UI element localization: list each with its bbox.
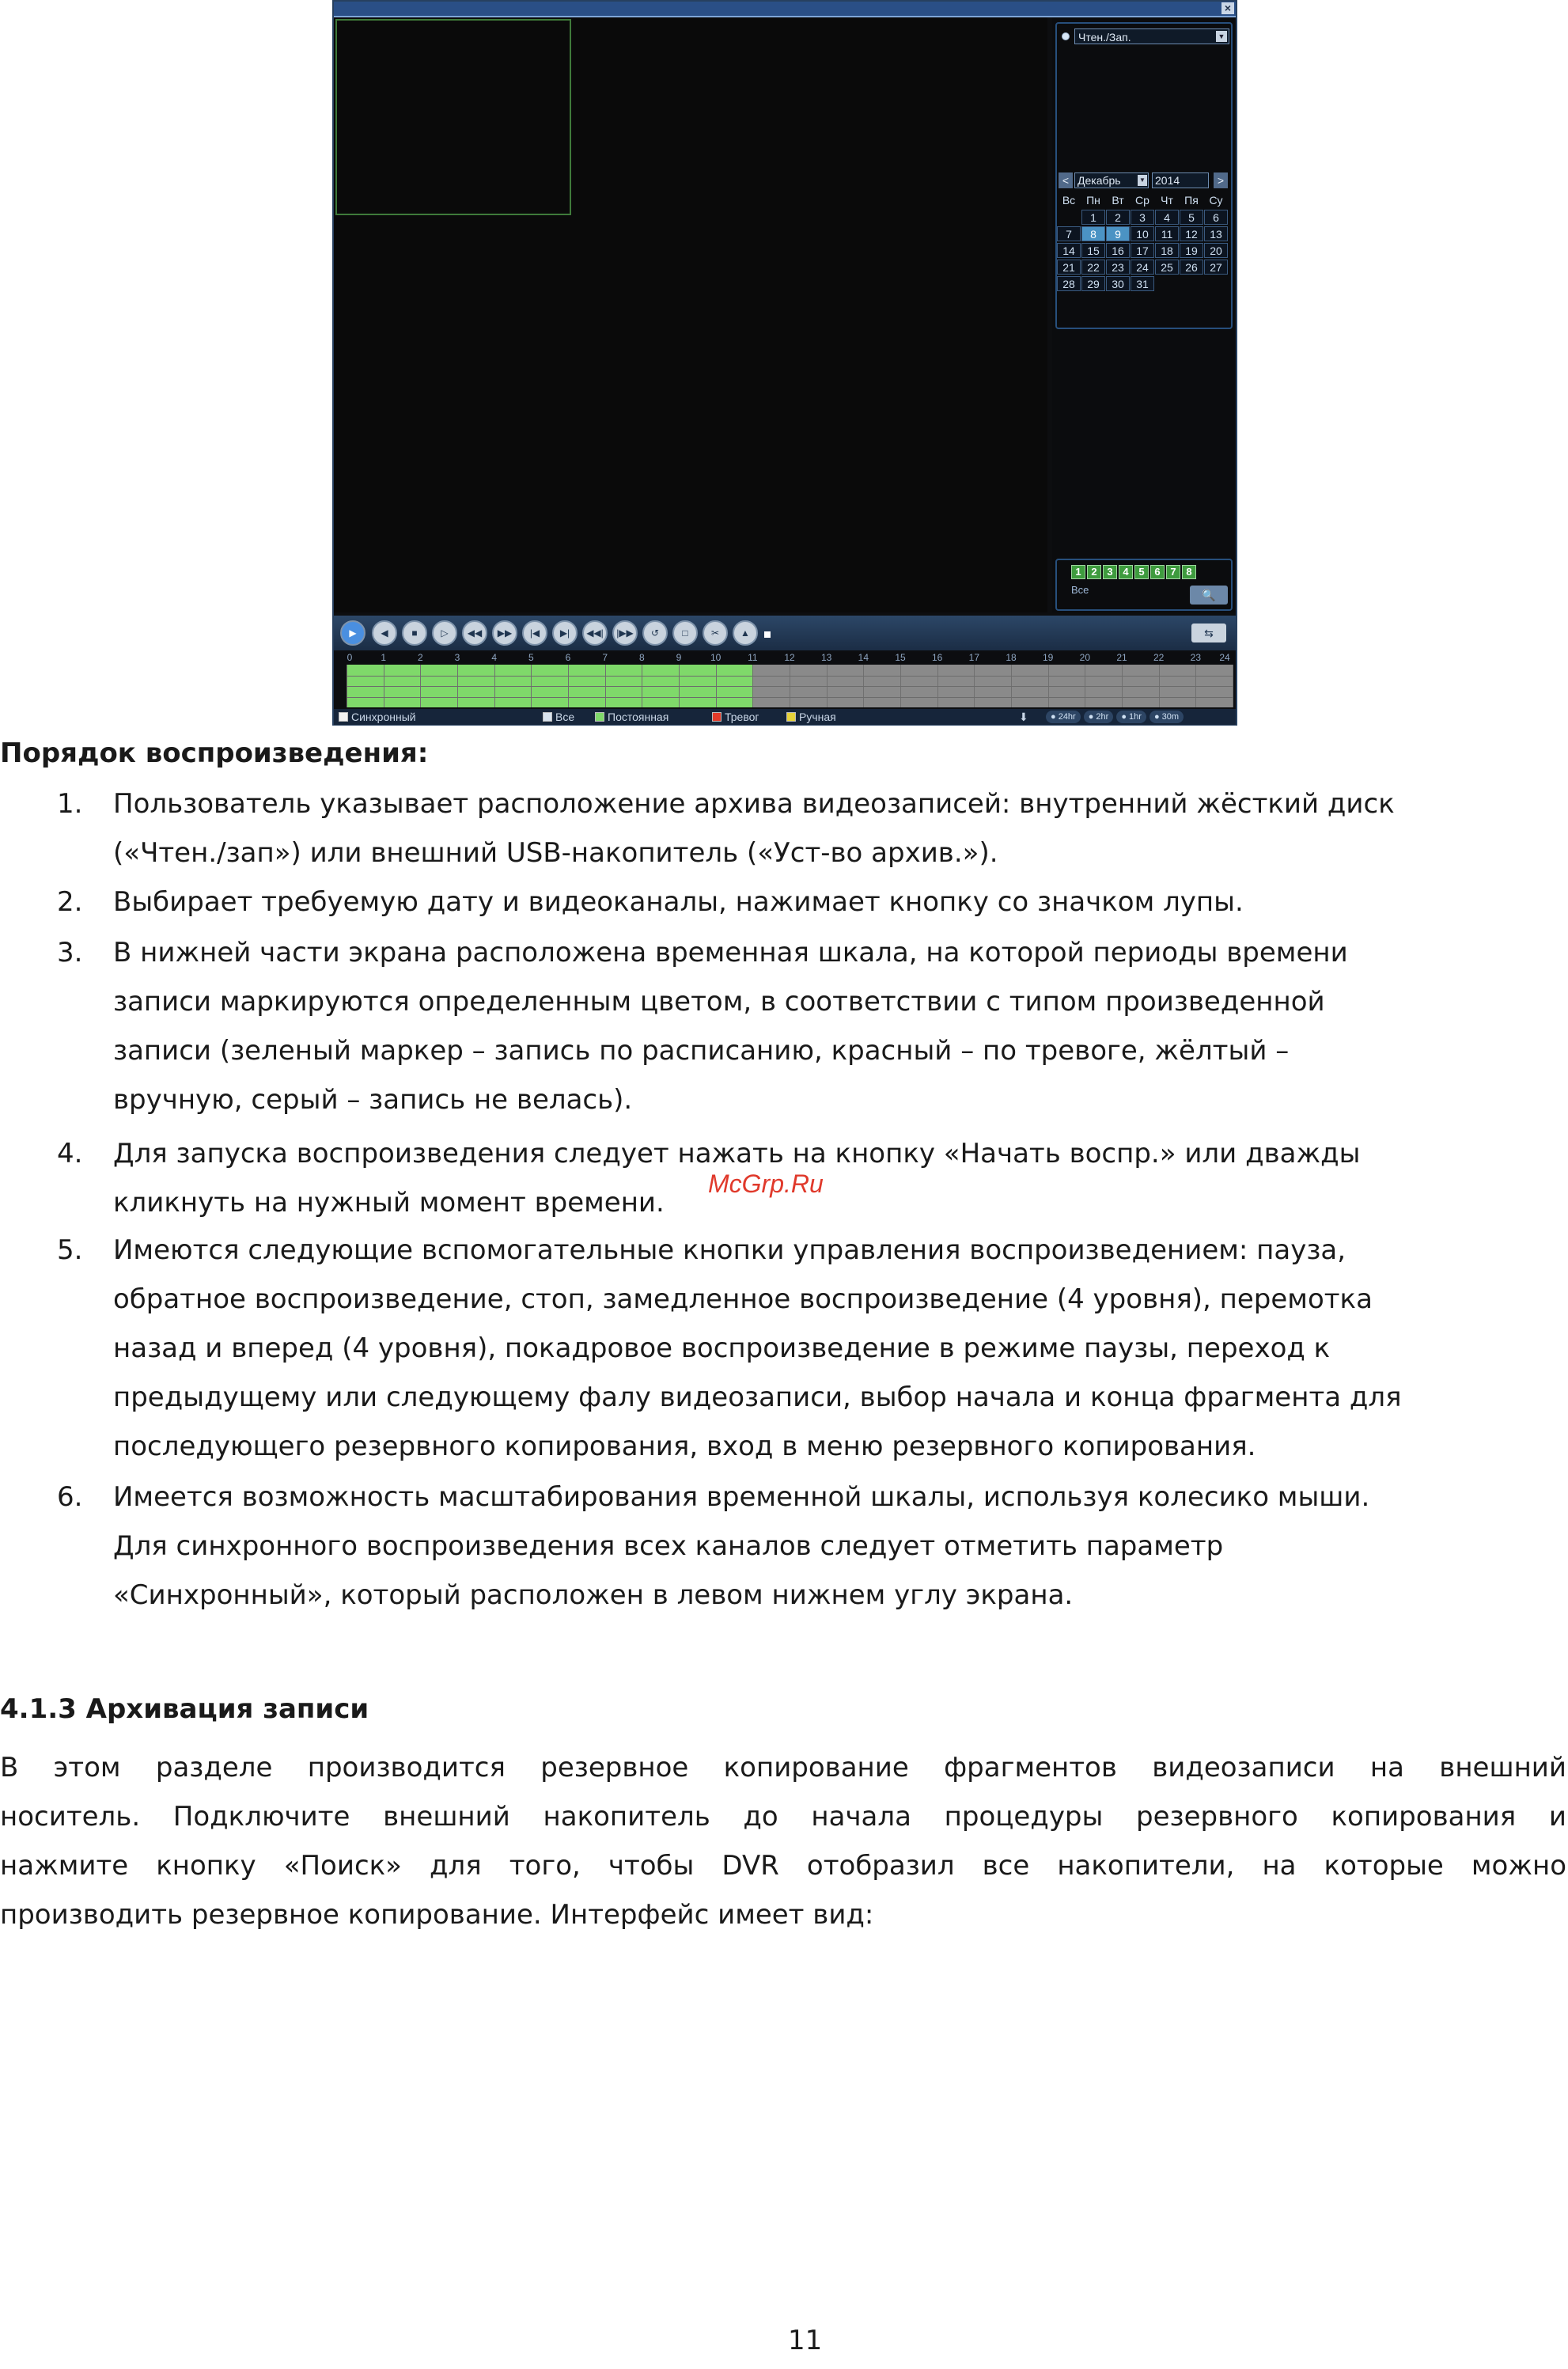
weekday-label: Су: [1209, 194, 1223, 207]
play-icon[interactable]: ▶: [340, 620, 365, 646]
prev-file-icon[interactable]: ◀◀|: [582, 620, 608, 646]
hour-tick-label: 11: [748, 652, 758, 663]
list-number: 2.: [57, 886, 83, 918]
calendar-week: [1057, 243, 1229, 260]
channel-selector: [1055, 559, 1233, 611]
status-dot: [764, 631, 771, 638]
calendar-day[interactable]: 23: [1106, 260, 1130, 275]
weekday-label: Вт: [1112, 194, 1124, 207]
next-frame-icon[interactable]: ▶|: [552, 620, 578, 646]
hour-tick-label: 4: [491, 652, 497, 663]
list-item-line: кликнуть на нужный момент времени.: [113, 1187, 665, 1219]
calendar-day[interactable]: 10: [1131, 226, 1154, 241]
weekday-label: Вс: [1062, 194, 1076, 207]
calendar-day[interactable]: 27: [1204, 260, 1228, 275]
calendar-day[interactable]: 9: [1106, 226, 1130, 241]
calendar-day[interactable]: 20: [1204, 243, 1228, 258]
manual-label: Ручная: [799, 711, 836, 723]
hour-tick-label: 8: [638, 652, 645, 663]
next-month-button[interactable]: >: [1214, 172, 1228, 188]
hour-tick-label: 3: [454, 652, 460, 663]
prev-month-button[interactable]: <: [1059, 172, 1073, 188]
chevron-down-icon[interactable]: ▼: [1216, 31, 1227, 42]
year-value: 2014: [1155, 174, 1180, 187]
calendar-day[interactable]: 4: [1155, 210, 1179, 225]
alarm-label: Тревог: [725, 711, 759, 723]
weekday-label: Пн: [1086, 194, 1100, 207]
list-item-line: Имеется возможность масштабирования временной шкалы, используя колесико мыши.: [113, 1481, 1370, 1513]
close-icon[interactable]: ×: [1221, 2, 1234, 14]
clip-start-icon[interactable]: ↺: [642, 620, 668, 646]
calendar-day[interactable]: 26: [1180, 260, 1203, 275]
list-item-line: обратное воспроизведение, стоп, замедленное воспроизведение (4 уровня), перемотка: [113, 1283, 1373, 1315]
hour-tick-label: 16: [931, 652, 943, 663]
hour-tick-label: 12: [784, 652, 795, 663]
hour-tick-label: 23: [1190, 652, 1202, 663]
hour-tick-label: 14: [858, 652, 869, 663]
paragraph-line: В этом разделе производится резервное копирование фрагментов видеозаписи на внешний: [0, 1752, 1566, 1783]
hour-tick-label: 9: [676, 652, 682, 663]
calendar-day[interactable]: 12: [1180, 226, 1203, 241]
search-icon[interactable]: 🔍: [1190, 586, 1228, 605]
paragraph-line: нажмите кнопку «Поиск» для того, чтобы DVR отобразил все накопители, на которые можно: [0, 1850, 1566, 1882]
calendar-week: [1057, 210, 1229, 226]
month-value: Декабрь: [1078, 174, 1121, 187]
hour-tick-label: 5: [528, 652, 534, 663]
list-number: 5.: [57, 1234, 83, 1266]
timeline-zoom: [1046, 711, 1187, 723]
calendar-day[interactable]: 29: [1081, 276, 1105, 291]
list-item-line: вручную, серый – запись не велась).: [113, 1084, 633, 1116]
list-item-line: Для синхронного воспроизведения всех каналов следует отметить параметр: [113, 1530, 1224, 1562]
video-area[interactable]: [334, 17, 1047, 612]
backup-icon[interactable]: ▲: [733, 620, 758, 646]
calendar-week: [1057, 276, 1229, 293]
hour-tick-label: 21: [1116, 652, 1127, 663]
timeline-tracks[interactable]: [347, 665, 1233, 707]
list-item-line: Для запуска воспроизведения следует нажать на кнопку «Начать воспр.» или дважды: [113, 1138, 1361, 1169]
calendar-day[interactable]: 3: [1131, 210, 1154, 225]
download-icon[interactable]: ⬇: [1019, 711, 1028, 723]
section-heading: 4.1.3 Архивация записи: [0, 1693, 369, 1725]
slow-play-icon[interactable]: ▷: [432, 620, 457, 646]
hour-tick-label: 22: [1153, 652, 1165, 663]
zoom-24hr-option[interactable]: ● 24hr: [1046, 711, 1081, 723]
channel-all-checkbox[interactable]: Все: [1071, 584, 1089, 596]
right-panel: [1052, 17, 1236, 612]
list-item-line: последующего резервного копирования, вход в меню резервного копирования.: [113, 1431, 1256, 1462]
track-divider: [347, 686, 1233, 687]
stop-icon[interactable]: ■: [402, 620, 427, 646]
weekday-label: Чт: [1161, 194, 1173, 207]
all-label: Все: [555, 711, 575, 723]
list-item-line: записи маркируются определенным цветом, в соответствии с типом произведенной: [113, 986, 1325, 1018]
calendar-day[interactable]: 30: [1106, 276, 1130, 291]
time-scale: [347, 652, 1233, 665]
playback-controls: [334, 616, 1236, 650]
fast-forward-icon[interactable]: ▶▶: [492, 620, 517, 646]
calendar-day[interactable]: 15: [1081, 243, 1105, 258]
calendar-day[interactable]: 16: [1106, 243, 1130, 258]
calendar-week: [1057, 260, 1229, 276]
channel-checkboxes: [1071, 565, 1198, 579]
clip-end-icon[interactable]: □: [672, 620, 698, 646]
calendar-day[interactable]: 8: [1081, 226, 1105, 241]
list-item-line: предыдущему или следующему фалу видеозаписи, выбор начала и конца фрагмента для: [113, 1382, 1402, 1413]
calendar-week: [1057, 226, 1229, 243]
hour-tick-label: 18: [1006, 652, 1017, 663]
hour-tick-label: 20: [1079, 652, 1091, 663]
calendar-day[interactable]: 28: [1057, 276, 1081, 291]
calendar-day[interactable]: 21: [1057, 260, 1081, 275]
hour-tick-label: 6: [565, 652, 571, 663]
hour-tick-label: 13: [820, 652, 832, 663]
calendar-day[interactable]: 19: [1180, 243, 1203, 258]
list-number: 4.: [57, 1138, 83, 1169]
source-select[interactable]: [1074, 28, 1229, 44]
chevron-down-icon[interactable]: ▼: [1138, 175, 1147, 186]
hour-tick-label: 24: [1219, 652, 1230, 663]
calendar-day[interactable]: 17: [1131, 243, 1154, 258]
calendar-empty: [1155, 276, 1179, 291]
alarm-legend[interactable]: [712, 709, 759, 725]
paragraph-line: производить резервное копирование. Интерфейс имеет вид:: [0, 1899, 874, 1931]
list-item-line: Выбирает требуемую дату и видеоканалы, нажимает кнопку со значком лупы.: [113, 886, 1244, 918]
page-number: 11: [788, 2325, 823, 2356]
cut-icon[interactable]: ✂: [703, 620, 728, 646]
channel-6-checkbox[interactable]: 6: [1150, 565, 1165, 579]
calendar-day[interactable]: 24: [1131, 260, 1154, 275]
switch-mode-icon[interactable]: ⇆: [1191, 624, 1226, 642]
list-item-line: В нижней части экрана расположена временная шкала, на которой периоды времени: [113, 937, 1348, 968]
calendar-day[interactable]: 13: [1204, 226, 1228, 241]
calendar-day[interactable]: 6: [1204, 210, 1228, 225]
status-bar: [334, 709, 1236, 725]
weekday-label: Пя: [1184, 194, 1199, 207]
zoom-30m-option[interactable]: ● 30m: [1149, 711, 1184, 723]
channel-7-checkbox[interactable]: 7: [1166, 565, 1180, 579]
list-number: 1.: [57, 788, 83, 820]
hour-tick-label: 0: [347, 652, 353, 663]
list-item-line: («Чтен./зап») или внешний USB-накопитель («Уст-во архив.»).: [113, 837, 998, 869]
hour-tick-label: 19: [1042, 652, 1054, 663]
window-title-bar: [334, 2, 1236, 17]
calendar-day[interactable]: 5: [1180, 210, 1203, 225]
calendar-empty: [1180, 276, 1203, 291]
month-select[interactable]: [1074, 172, 1149, 188]
calendar-day[interactable]: 2: [1106, 210, 1130, 225]
sync-label: Синхронный: [351, 711, 416, 723]
manual-legend[interactable]: [786, 709, 836, 725]
calendar-weekdays: [1057, 193, 1229, 210]
hour-tick-label: 10: [710, 652, 722, 663]
playback-order-heading: Порядок воспроизведения:: [0, 737, 429, 769]
source-select-value: Чтен./Зап.: [1078, 31, 1131, 44]
zoom-2hr-option[interactable]: ● 2hr: [1084, 711, 1114, 723]
reverse-play-icon[interactable]: ◀: [372, 620, 397, 646]
constant-legend[interactable]: [595, 709, 668, 725]
list-item-line: записи (зеленый маркер – запись по расписанию, красный – по тревоге, жёлтый –: [113, 1035, 1290, 1067]
calendar-day[interactable]: 25: [1155, 260, 1179, 275]
channel-4-checkbox[interactable]: 4: [1119, 565, 1133, 579]
source-radio[interactable]: [1062, 32, 1070, 40]
track-divider: [347, 697, 1233, 698]
weekday-label: Ср: [1135, 194, 1149, 207]
calendar-day[interactable]: 1: [1081, 210, 1105, 225]
list-number: 3.: [57, 937, 83, 968]
list-item-line: Пользователь указывает расположение архива видеозаписей: внутренний жёсткий диск: [113, 788, 1395, 820]
list-number: 6.: [57, 1481, 83, 1513]
rewind-icon[interactable]: ◀◀: [462, 620, 487, 646]
channel-8-checkbox[interactable]: 8: [1182, 565, 1196, 579]
list-item-line: назад и вперед (4 уровня), покадровое воспроизведение в режиме паузы, переход к: [113, 1332, 1331, 1364]
calendar-day[interactable]: 14: [1057, 243, 1081, 258]
all-checkbox[interactable]: [543, 709, 574, 725]
watermark: McGrp.Ru: [708, 1169, 824, 1198]
calendar-day[interactable]: 31: [1131, 276, 1154, 291]
constant-label: Постоянная: [608, 711, 669, 723]
calendar-empty: [1204, 276, 1228, 291]
selected-video-cell[interactable]: [335, 19, 571, 215]
sync-checkbox[interactable]: [339, 709, 416, 725]
dvr-playback-screenshot: [332, 0, 1237, 726]
timeline[interactable]: [334, 652, 1236, 709]
next-file-icon[interactable]: |▶▶: [612, 620, 638, 646]
calendar-day[interactable]: 11: [1155, 226, 1179, 241]
hour-tick-label: 17: [968, 652, 980, 663]
list-item-line: Имеются следующие вспомогательные кнопки управления воспроизведением: пауза,: [113, 1234, 1346, 1266]
channel-5-checkbox[interactable]: 5: [1134, 565, 1149, 579]
year-field[interactable]: [1152, 172, 1209, 188]
zoom-1hr-option[interactable]: ● 1hr: [1116, 711, 1146, 723]
hour-tick-label: 2: [417, 652, 423, 663]
hour-tick-label: 7: [602, 652, 608, 663]
paragraph-line: носитель. Подключите внешний накопитель до начала процедуры резервного копирования и: [0, 1801, 1566, 1833]
calendar-day[interactable]: 22: [1081, 260, 1105, 275]
list-item-line: «Синхронный», который расположен в левом нижнем углу экрана.: [113, 1579, 1074, 1611]
channel-3-checkbox[interactable]: 3: [1103, 565, 1117, 579]
calendar-day[interactable]: 7: [1057, 226, 1081, 241]
hour-tick-label: 15: [895, 652, 906, 663]
calendar-day[interactable]: 18: [1155, 243, 1179, 258]
channel-2-checkbox[interactable]: 2: [1087, 565, 1101, 579]
track-divider: [347, 676, 1233, 677]
calendar-grid: [1057, 193, 1229, 293]
hour-tick-label: 1: [381, 652, 386, 663]
channel-1-checkbox[interactable]: 1: [1071, 565, 1085, 579]
prev-frame-icon[interactable]: |◀: [522, 620, 547, 646]
calendar-empty: [1057, 210, 1081, 225]
